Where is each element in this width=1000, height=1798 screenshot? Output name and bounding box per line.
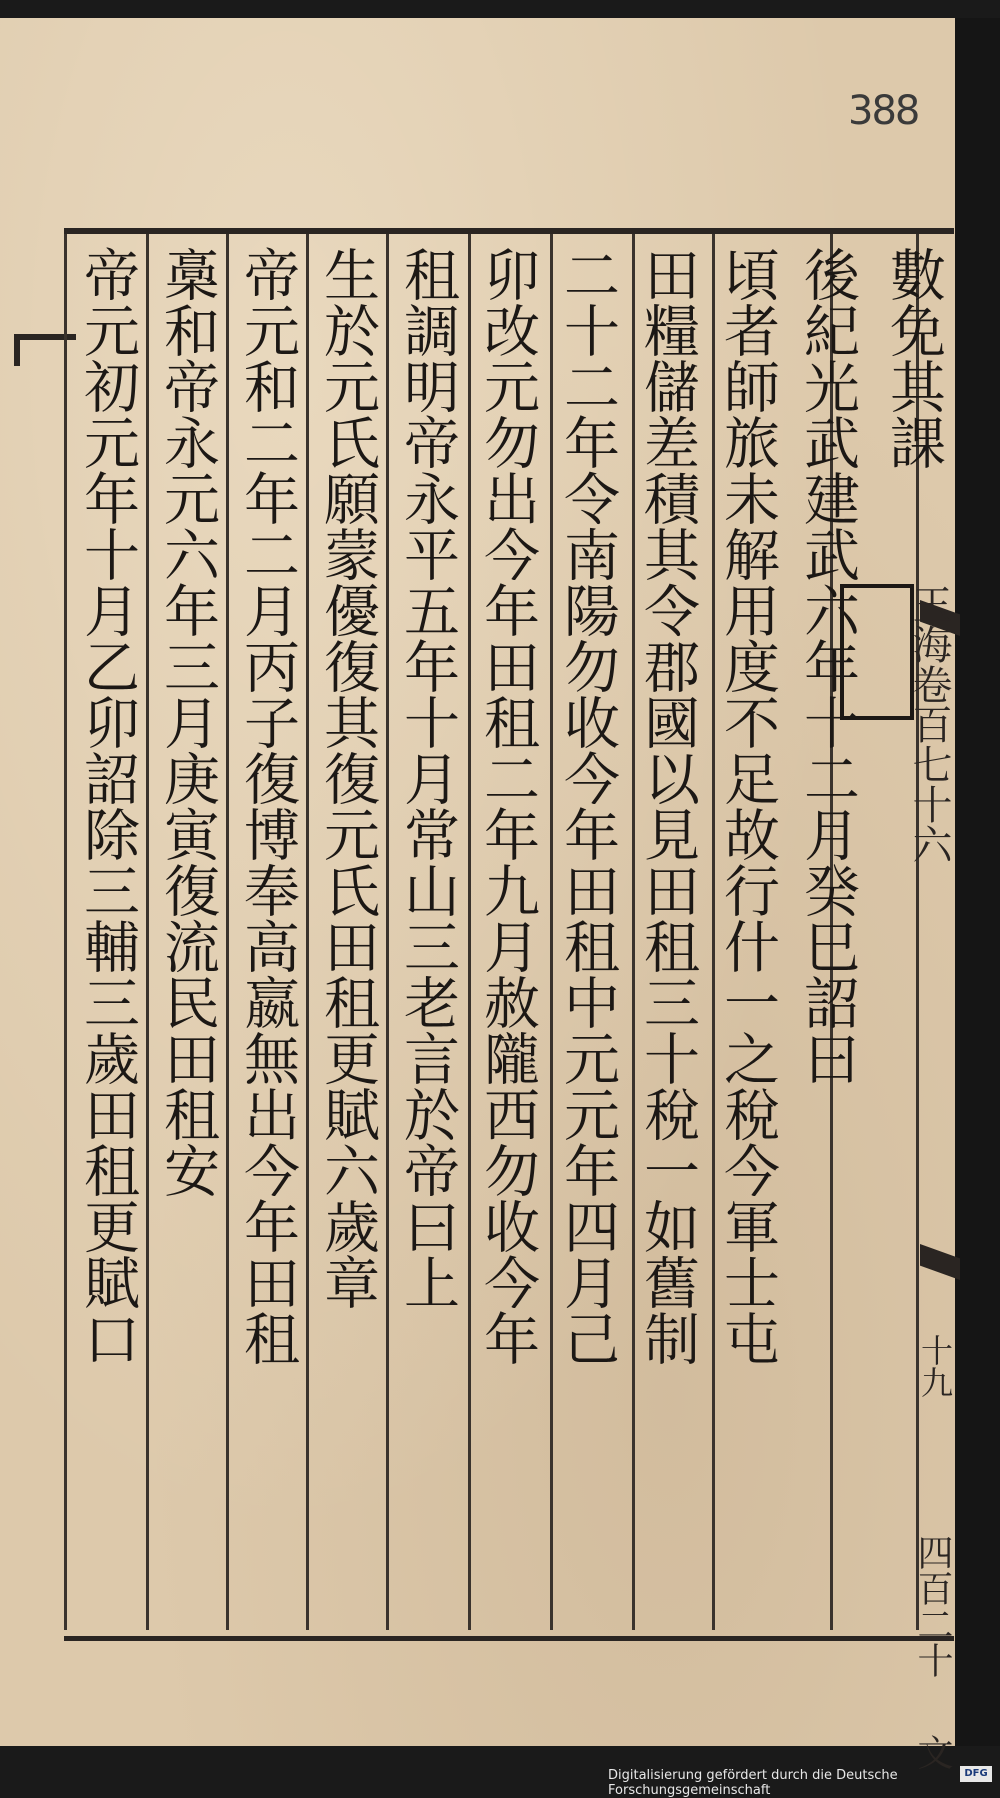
text-column-4 [630,246,700,1626]
column-text: 數免其課 [881,246,946,470]
column-rule [306,234,309,1630]
column-text: 頃者師旅未解用度不足故行什一之稅今軍士屯 [715,246,780,1366]
text-column-7 [390,246,460,1626]
column-text: 生於元氏願蒙優復其復元氏田租更賦六歲章 [315,246,380,1310]
text-column-5 [550,246,620,1626]
column-text: 卯改元勿出今年田租二年九月赦隴西勿收今年 [475,246,540,1366]
column-text: 二十二年令南陽勿收今年田租中元元年四月己 [555,246,620,1366]
scan-edge [955,18,1000,1746]
footer-credit: Digitalisierung gefördert durch die Deutsche Forschungsgemeinschaft [608,1768,898,1798]
banxin-page-count: 四百二十 [912,1534,953,1678]
column-text: 田糧儲差積其令郡國以見田租三十稅一如舊制 [635,246,700,1366]
column-text: 租調明帝永平五年十月常山三老言於帝曰上 [395,246,460,1310]
column-text: 帝元和二年二月丙子復博奉高嬴無出今年田租 [235,246,300,1366]
text-column-6 [470,246,540,1626]
column-text: 帝元初元年十月乙卯詔除三輔三歲田租更賦口 [75,246,140,1366]
text-column-3 [710,246,780,1626]
column-text: 後紀光武建武六年十二月癸巳詔曰 [795,246,860,1086]
text-column-11-text [70,246,140,1626]
column-text: 槀和帝永元六年三月庚寅復流民田租安 [155,246,220,1198]
text-column-9 [230,246,300,1626]
folio-number: 388 [848,88,919,134]
banxin-title: 玉海卷百七十六 [906,584,952,864]
dfg-logo: DFG [960,1766,992,1782]
column-rule [226,234,229,1630]
banxin-fold-number: 十九 [916,1334,954,1398]
text-column-2 [790,246,860,1626]
text-column-8 [310,246,380,1626]
banxin-mark: 文 [912,1734,953,1770]
text-column-10 [150,246,220,1626]
column-rule [146,234,149,1630]
column-rule [386,234,389,1630]
column-rule [64,234,67,1630]
